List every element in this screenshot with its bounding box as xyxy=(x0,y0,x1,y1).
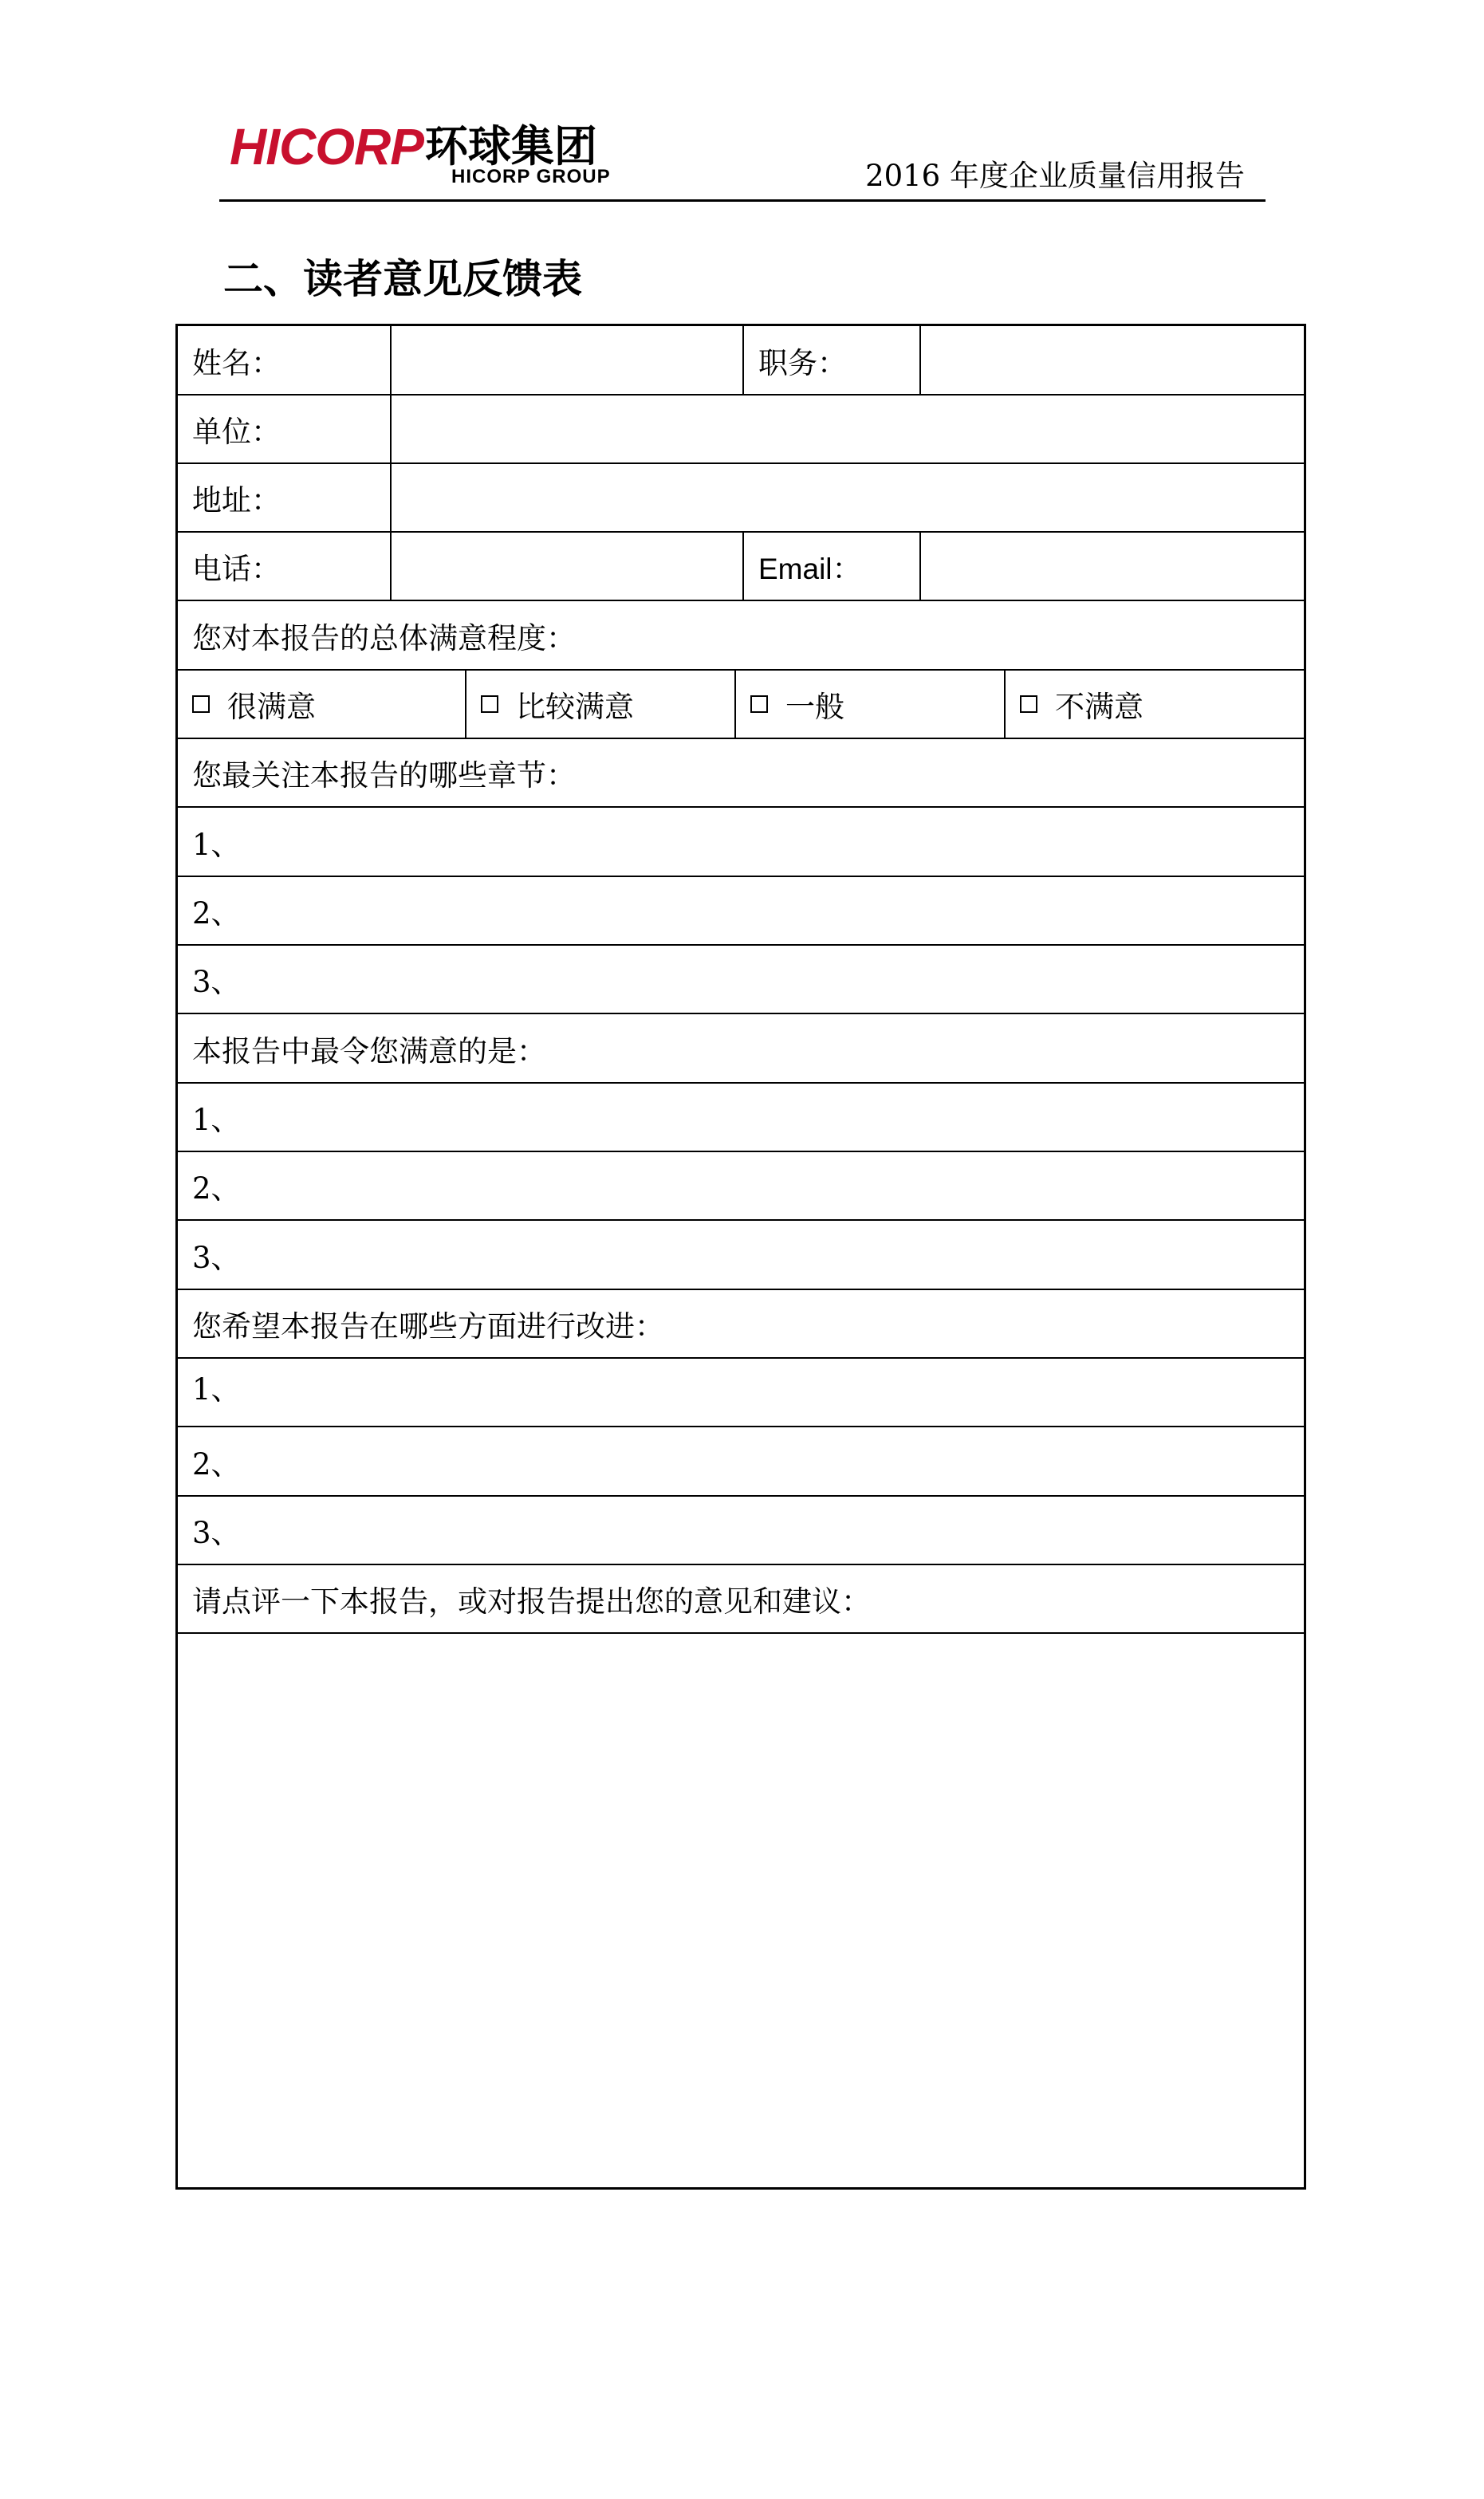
row-unit xyxy=(178,396,1304,464)
option-average[interactable] xyxy=(734,671,1004,738)
improve-answer-2[interactable]: 2、 xyxy=(192,1446,241,1482)
option-fairly-satisfied[interactable] xyxy=(465,671,734,738)
row-improve-3 xyxy=(178,1497,1304,1565)
unit-label: 单位： xyxy=(192,415,281,449)
option-label: 很满意 xyxy=(227,690,316,724)
checkbox-icon[interactable] xyxy=(750,695,768,713)
row-chapters-2 xyxy=(178,877,1304,946)
address-field[interactable] xyxy=(390,464,1304,531)
address-label: 地址： xyxy=(192,483,281,518)
phone-label: 电话： xyxy=(192,552,281,586)
checkbox-icon[interactable] xyxy=(1020,695,1037,713)
section-title: 二、读者意见反馈表 xyxy=(223,256,582,302)
option-label: 一般 xyxy=(785,690,844,724)
row-improve-question xyxy=(178,1290,1304,1359)
comments-question: 请点评一下本报告，或对报告提出您的意见和建议： xyxy=(192,1584,871,1619)
satisfied-answer-3[interactable]: 3、 xyxy=(192,1240,241,1275)
satisfaction-question: 您对本报告的总体满意程度： xyxy=(192,620,576,655)
row-comments-area xyxy=(178,1634,1304,2187)
improve-question: 您希望本报告在哪些方面进行改进： xyxy=(192,1309,664,1344)
email-label: Email： xyxy=(742,533,919,600)
improve-answer-3[interactable]: 3、 xyxy=(192,1516,241,1550)
row-chapters-1 xyxy=(178,808,1304,877)
feedback-form xyxy=(175,324,1306,2190)
report-title: 2016 年度企业质量信用报告 xyxy=(865,159,1245,193)
unit-field[interactable] xyxy=(390,396,1304,462)
logo-wordmark: HICORP xyxy=(230,118,423,175)
header-divider xyxy=(219,199,1266,202)
checkbox-icon[interactable] xyxy=(481,695,498,713)
company-logo xyxy=(230,120,652,191)
row-satisfied-2 xyxy=(178,1152,1304,1221)
logo-chinese-name: 环球集团 xyxy=(424,121,597,171)
checkbox-icon[interactable] xyxy=(192,695,210,713)
name-label: 姓名： xyxy=(192,345,281,380)
option-label: 不满意 xyxy=(1055,690,1144,724)
option-label: 比较满意 xyxy=(516,690,634,724)
row-satisfaction-question xyxy=(178,601,1304,671)
chapters-question: 您最关注本报告的哪些章节： xyxy=(192,758,576,793)
comments-textarea[interactable] xyxy=(178,1634,1304,2187)
option-dissatisfied[interactable] xyxy=(1004,671,1304,738)
row-satisfied-1 xyxy=(178,1084,1304,1152)
row-address xyxy=(178,464,1304,533)
option-very-satisfied[interactable] xyxy=(178,671,465,738)
row-improve-2 xyxy=(178,1427,1304,1497)
satisfied-answer-2[interactable]: 2、 xyxy=(192,1171,241,1206)
email-field[interactable] xyxy=(919,533,1304,600)
row-improve-1 xyxy=(178,1359,1304,1427)
satisfied-answer-1[interactable]: 1、 xyxy=(192,1103,241,1137)
logo-subtitle: HICORP GROUP xyxy=(451,166,611,187)
row-satisfaction-options xyxy=(178,671,1304,739)
satisfied-question: 本报告中最令您满意的是： xyxy=(192,1033,546,1068)
row-comments-question xyxy=(178,1565,1304,1634)
improve-answer-1[interactable]: 1、 xyxy=(192,1372,241,1407)
row-satisfied-question xyxy=(178,1014,1304,1084)
row-chapters-3 xyxy=(178,946,1304,1014)
position-label: 职务： xyxy=(742,326,919,394)
chapters-answer-2[interactable]: 2、 xyxy=(192,896,241,931)
row-satisfied-3 xyxy=(178,1221,1304,1290)
phone-field[interactable] xyxy=(390,533,742,600)
chapters-answer-3[interactable]: 3、 xyxy=(192,965,241,999)
row-phone xyxy=(178,533,1304,601)
row-name xyxy=(178,326,1304,396)
chapters-answer-1[interactable]: 1、 xyxy=(192,827,241,862)
position-field[interactable] xyxy=(919,326,1304,394)
name-field[interactable] xyxy=(390,326,742,394)
row-chapters-question xyxy=(178,739,1304,808)
